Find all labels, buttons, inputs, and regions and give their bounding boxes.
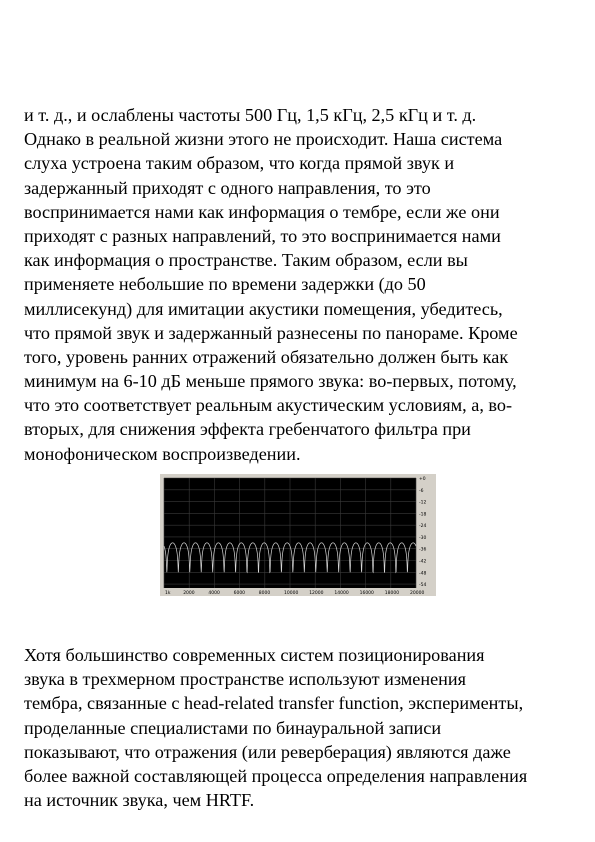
x-tick-label: 14000 — [334, 591, 349, 596]
y-tick-label: -24 — [419, 524, 427, 530]
text-line: проделанные специалистами по бинауральной записи — [24, 717, 442, 738]
x-tick-label: 16000 — [359, 591, 374, 596]
x-tick-label: 1k — [165, 591, 171, 596]
text-line: тембра, связанные с head-related transfer function, эксперименты, — [24, 693, 524, 714]
y-tick-label: -42 — [419, 559, 427, 565]
text-line: более важной составляющей процесса определения направления — [24, 765, 528, 786]
y-tick-label: -12 — [419, 500, 427, 506]
text-line: звука в трехмерном пространстве используют изменения — [24, 669, 466, 690]
y-tick-label: -6 — [419, 488, 424, 494]
text-line: что это соответствует реальным акустическим условиям, а, во- — [24, 395, 513, 416]
y-tick-label: -30 — [419, 535, 427, 541]
chart-svg — [160, 474, 436, 596]
frequency-response-chart — [160, 474, 436, 596]
text-line: что прямой звук и задержанный разнесены по панораме. Кроме — [24, 322, 518, 343]
text-line: монофоническом воспроизведении. — [24, 443, 301, 464]
text-line: слуха устроена таким образом, что когда прямой звук и — [24, 153, 455, 174]
paragraph-1 — [24, 103, 584, 466]
text-line: на источник звука, чем HRTF. — [24, 790, 255, 811]
text-line: минимум на 6-10 дБ меньше прямого звука: во-первых, потому, — [24, 371, 517, 392]
y-tick-label: -36 — [419, 547, 427, 553]
text-line: миллисекунд) для имитации акустики помещения, убедитесь, — [24, 298, 503, 319]
x-tick-label: 8000 — [258, 591, 271, 596]
text-line: задержанный приходят с одного направления, то это — [24, 177, 431, 198]
y-tick-label: -48 — [419, 571, 427, 577]
text-line: применяете небольшие по времени задержки (до 50 — [24, 274, 426, 295]
y-tick-label: +0 — [419, 477, 426, 482]
text-line: воспринимается нами как информация о тембре, если же они — [24, 201, 500, 222]
x-tick-label: 12000 — [309, 591, 324, 596]
paragraph-2 — [24, 643, 584, 812]
text-line: как информация о пространстве. Таким образом, если вы — [24, 250, 468, 271]
text-line: Однако в реальной жизни этого не происходит. Наша система — [24, 129, 503, 150]
y-tick-label: -18 — [419, 512, 427, 518]
text-line: и т. д., и ослаблены частоты 500 Гц, 1,5 кГц, 2,5 кГц и т. д. — [24, 105, 477, 125]
x-tick-label: 2000 — [183, 591, 195, 596]
x-tick-label: 6000 — [233, 591, 246, 596]
text-line: показывают, что отражения (или реверберация) являются даже — [24, 741, 511, 762]
text-line: того, уровень ранних отражений обязательно должен быть как — [24, 346, 509, 367]
text-line: Хотя большинство современных систем позиционирования — [24, 645, 485, 665]
x-tick-label: 10000 — [284, 591, 299, 596]
x-tick-label: 20000 — [410, 591, 425, 596]
y-tick-label: -54 — [419, 583, 427, 589]
x-tick-label: 18000 — [384, 591, 400, 596]
x-tick-label: 4000 — [208, 591, 220, 596]
text-line: приходят с разных направлений, то это воспринимается нами — [24, 225, 501, 246]
text-line: вторых, для снижения эффекта гребенчатого фильтра при — [24, 419, 471, 440]
